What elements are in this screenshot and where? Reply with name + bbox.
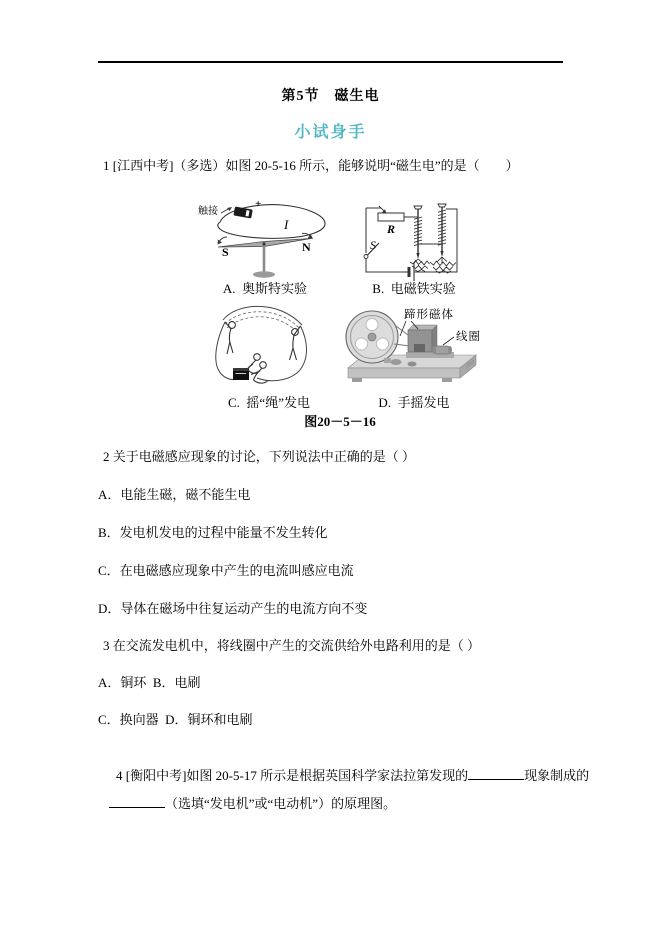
electromagnet-experiment-figure	[348, 196, 480, 282]
magnet-label: 蹄形磁体	[404, 309, 454, 321]
south-pole-label: S	[222, 245, 229, 259]
rope-right-end	[257, 326, 306, 381]
touch-label: 触接	[198, 206, 218, 217]
option-d-figure-label: D. 手摇发电	[378, 395, 450, 410]
rheostat	[378, 213, 404, 221]
coil-leader-line	[443, 337, 454, 345]
fill-in-blank-1	[468, 765, 524, 780]
battery-icon	[233, 207, 252, 219]
oersted-experiment-figure	[196, 196, 334, 280]
nail-1-head	[414, 206, 422, 209]
rope-shaking-figure	[194, 298, 334, 392]
question-4-line-2	[96, 776, 396, 829]
subsection-title: 小试身手	[294, 124, 367, 141]
question-4-text-before: 4 [衡阳中考]如图 20-5-17 所示是根据英国科学家法拉第发现的	[116, 768, 469, 783]
top-divider	[98, 61, 563, 63]
current-label: I	[284, 217, 289, 232]
question-2: 2 关于电磁感应现象的讨论，下列说法中正确的是（ ）	[103, 449, 416, 464]
question-2-option-b: B．发电机发电的过程中能量不发生转化	[98, 525, 328, 540]
question-3-options-cd: C．换向器 D．铜环和电刷	[98, 712, 253, 727]
switch-label: S	[370, 238, 376, 252]
question-1: 1 [江西中考]（多选）如图 20-5-16 所示，能够说明“磁生电”的是（ ）	[103, 158, 519, 173]
iron-filings-2	[430, 257, 456, 273]
question-2-option-d: D．导体在磁场中往复运动产生的电流方向不变	[98, 601, 368, 616]
fill-in-blank-2	[109, 793, 165, 808]
option-a-figure-label: A. 奥斯特实验	[222, 281, 308, 296]
rheostat-label: R	[387, 222, 396, 236]
hand-generator-figure	[340, 298, 488, 394]
option-c-figure-label: C. 摇“绳”发电	[228, 395, 310, 410]
question-4-text-after: 现象制成的	[524, 768, 590, 783]
kneeling-person-1	[248, 354, 261, 374]
north-pole-label: N	[302, 240, 311, 254]
coil-label: 线圈	[456, 331, 481, 343]
stand-base	[253, 271, 275, 277]
figure-caption: 图20－5－16	[304, 414, 376, 429]
section-title: 第5节 磁生电	[281, 89, 380, 104]
base-front	[348, 368, 460, 378]
plus-terminal-label: +	[255, 198, 262, 210]
rotation-arrow-left	[219, 237, 227, 242]
rope-arc	[223, 306, 302, 325]
switch-contact	[364, 255, 368, 259]
question-3-options-ab: A．铜环 B．电刷	[98, 675, 201, 690]
nail-2-head	[438, 204, 446, 207]
question-3: 3 在交流发电机中，将线圈中产生的交流供给外电路利用的是（ ）	[103, 638, 481, 653]
coil-cylinder	[434, 346, 450, 354]
question-2-option-c: C．在电磁感应现象中产生的电流叫感应电流	[98, 563, 354, 578]
left-shaker-person	[225, 322, 235, 354]
wheel-hub	[368, 333, 376, 341]
iron-filings-1	[410, 259, 430, 272]
coil-1	[414, 217, 422, 246]
question-2-option-a: A．电能生磁，磁不能生电	[98, 487, 251, 502]
question-4-line2-text: （选填“发电机”或“电动机”）的原理图。	[165, 796, 397, 811]
right-shaker-person	[290, 326, 301, 360]
wire-loop	[218, 205, 325, 239]
option-b-figure-label: B. 电磁铁实验	[372, 281, 456, 296]
